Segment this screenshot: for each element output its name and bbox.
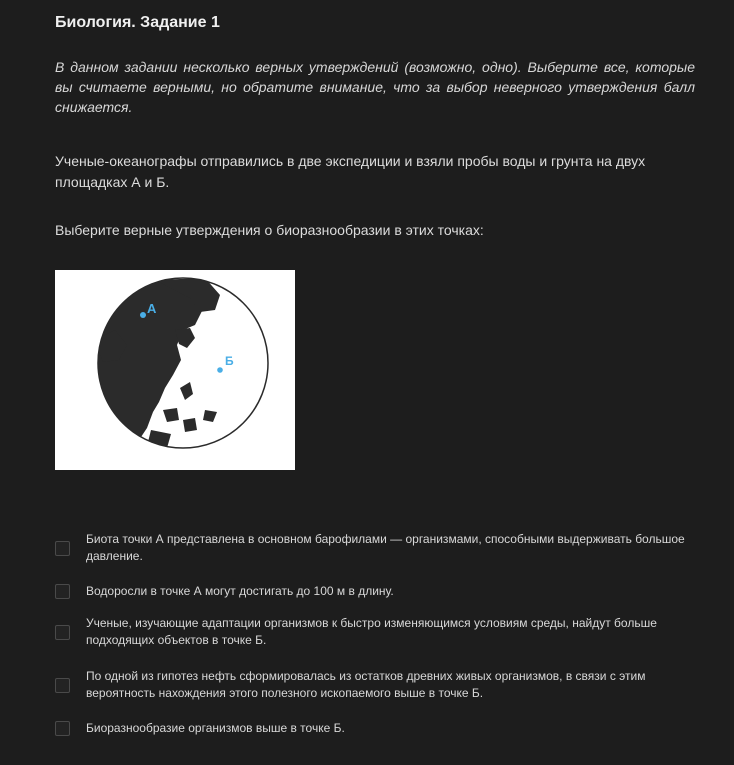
question-stem: Ученые-океанографы отправились в две экспедиции и взяли пробы воды и грунта на двух площадках А и Б. — [55, 153, 646, 190]
answer-option-2[interactable] — [55, 583, 685, 600]
option-checkbox[interactable] — [55, 625, 70, 640]
option-text: Водоросли в точке А могут достигать до 100 м в длину. — [86, 584, 394, 598]
option-checkbox[interactable] — [55, 584, 70, 599]
answer-option-4[interactable] — [55, 668, 685, 702]
option-checkbox[interactable] — [55, 541, 70, 556]
point-b-label: Б — [225, 354, 234, 368]
globe-map-image — [55, 270, 295, 470]
task-title: Биология. Задание 1 — [55, 14, 220, 31]
point-a-marker — [140, 312, 146, 318]
option-text: Биоразнообразие организмов выше в точке Б. — [86, 721, 345, 735]
option-text: Ученые, изучающие адаптации организмов к быстро изменяющимся условиям среды, найдут больше подходящих объектов в точке Б. — [86, 616, 657, 647]
globe-map — [55, 270, 295, 470]
task-instructions: В данном задании несколько верных утверждений (возможно, одно). Выберите все, которые вы считаете верными, но обратите внимание, что за выбор неверного утверждения балл снижается. — [55, 59, 695, 115]
answer-option-5[interactable] — [55, 720, 685, 737]
option-text: По одной из гипотез нефть сформировалась из остатков древних живых организмов, в связи с этим вероятность нахождения этого полезного ископаемого выше в точке Б. — [86, 669, 646, 700]
option-checkbox[interactable] — [55, 678, 70, 693]
option-text: Биота точки А представлена в основном барофилами — организмами, способными выдерживать большое давление. — [86, 532, 685, 563]
answer-option-3[interactable] — [55, 615, 685, 649]
point-b-marker — [217, 367, 223, 373]
question-prompt: Выберите верные утверждения о биоразнообразии в этих точках: — [55, 222, 484, 238]
answer-option-1[interactable] — [55, 531, 685, 565]
point-a-label: А — [147, 301, 157, 316]
option-checkbox[interactable] — [55, 721, 70, 736]
